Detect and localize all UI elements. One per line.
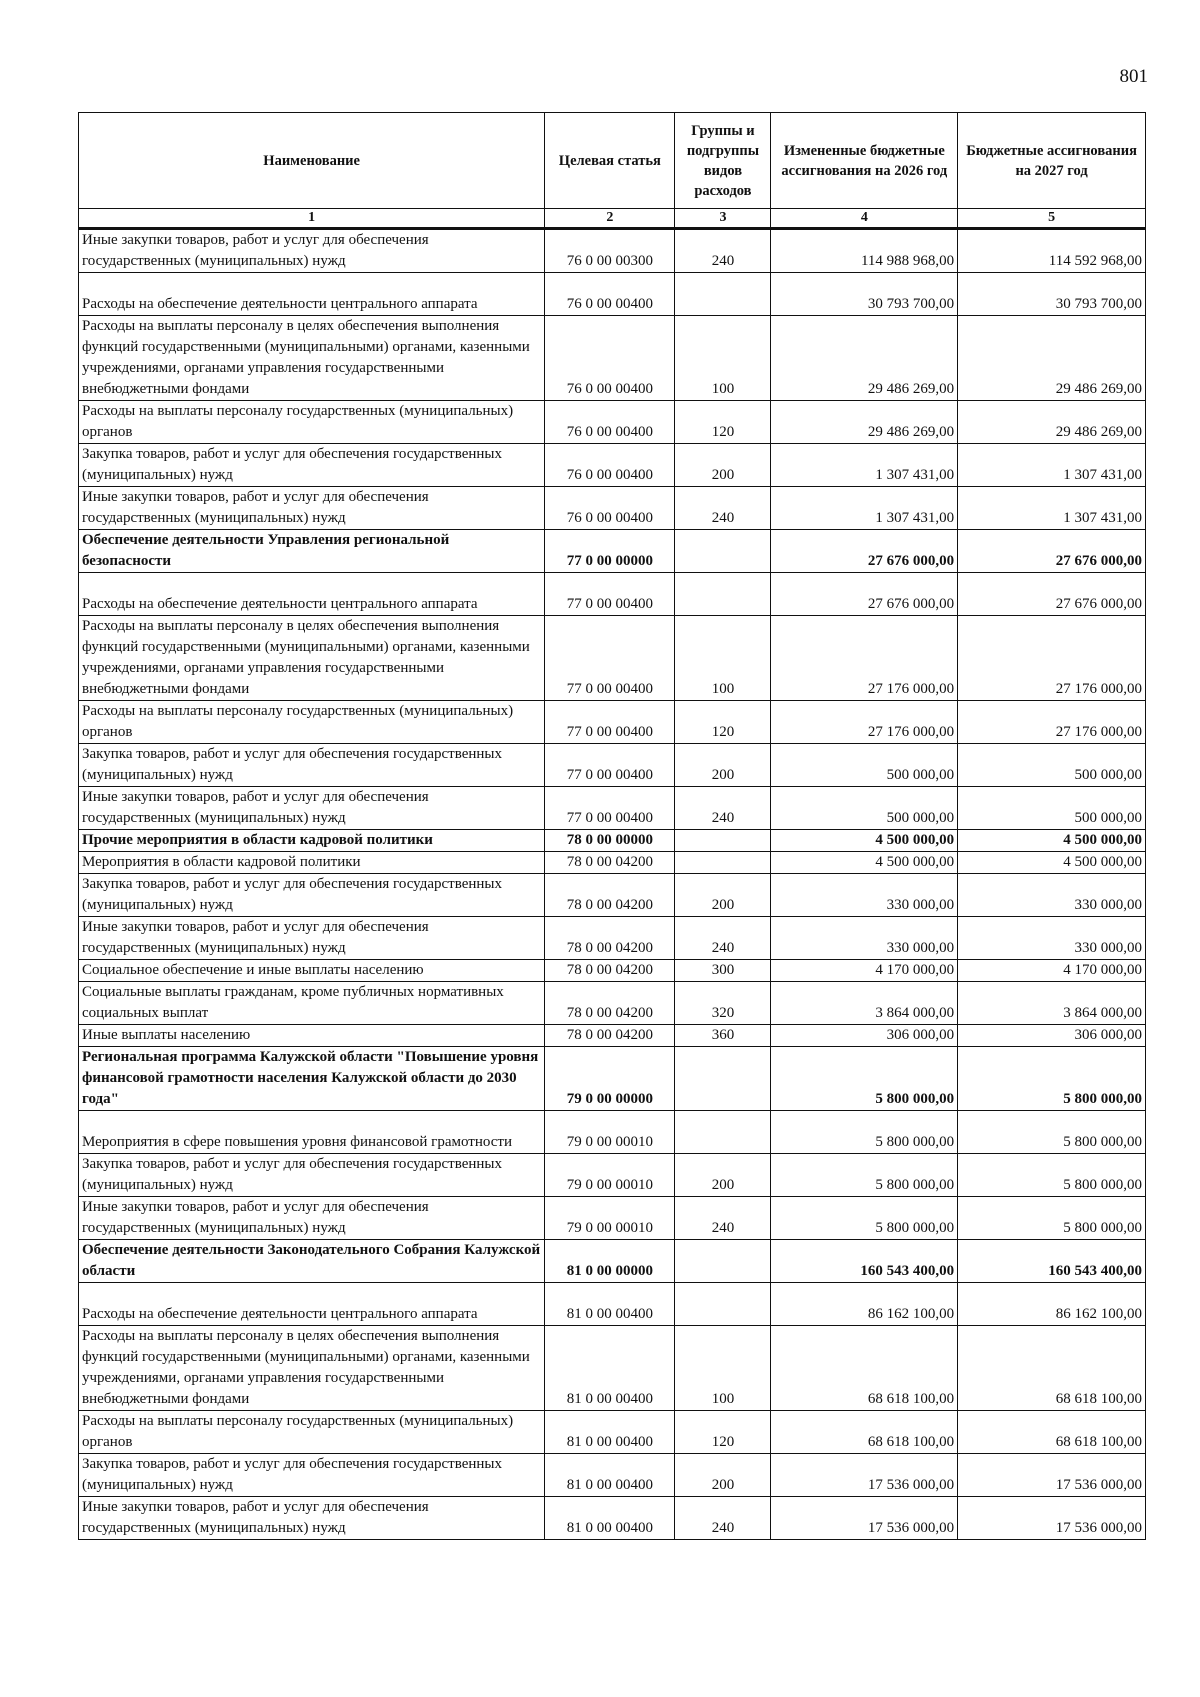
row-amount-2027: 29 486 269,00 xyxy=(958,316,1146,401)
row-amount-2027: 30 793 700,00 xyxy=(958,273,1146,316)
row-name: Закупка товаров, работ и услуг для обеспечения государственных (муниципальных) нужд xyxy=(79,744,545,787)
row-amount-2026: 500 000,00 xyxy=(771,787,958,830)
row-name: Расходы на выплаты персоналу в целях обеспечения выполнения функций государственными (муниципальными) органами, казенными учреждениями, органами управления государственными внебюджетными фондами xyxy=(79,616,545,701)
row-amount-2026: 30 793 700,00 xyxy=(771,273,958,316)
row-amount-2026: 114 988 968,00 xyxy=(771,229,958,273)
header-group: Группы и подгруппы видов расходов xyxy=(675,113,771,209)
table-row xyxy=(79,487,1146,530)
table-row xyxy=(79,1497,1146,1540)
row-expense-group: 200 xyxy=(675,874,771,917)
row-amount-2027: 17 536 000,00 xyxy=(958,1497,1146,1540)
row-amount-2026: 330 000,00 xyxy=(771,874,958,917)
table-row xyxy=(79,616,1146,701)
row-expense-group xyxy=(675,1283,771,1326)
row-amount-2027: 5 800 000,00 xyxy=(958,1111,1146,1154)
table-row xyxy=(79,1154,1146,1197)
row-expense-group xyxy=(675,830,771,852)
row-amount-2026: 3 864 000,00 xyxy=(771,982,958,1025)
row-amount-2027: 330 000,00 xyxy=(958,874,1146,917)
row-name: Социальные выплаты гражданам, кроме публичных нормативных социальных выплат xyxy=(79,982,545,1025)
row-amount-2026: 160 543 400,00 xyxy=(771,1240,958,1283)
row-amount-2026: 5 800 000,00 xyxy=(771,1111,958,1154)
row-expense-group: 120 xyxy=(675,1411,771,1454)
row-amount-2026: 29 486 269,00 xyxy=(771,316,958,401)
row-name: Расходы на выплаты персоналу государственных (муниципальных) органов xyxy=(79,401,545,444)
table-row xyxy=(79,444,1146,487)
row-expense-group: 200 xyxy=(675,1154,771,1197)
row-amount-2027: 160 543 400,00 xyxy=(958,1240,1146,1283)
row-expense-group xyxy=(675,573,771,616)
row-target-code: 77 0 00 00400 xyxy=(545,701,675,744)
row-name: Мероприятия в сфере повышения уровня финансовой грамотности xyxy=(79,1111,545,1154)
table-row xyxy=(79,701,1146,744)
row-expense-group: 120 xyxy=(675,701,771,744)
row-expense-group xyxy=(675,852,771,874)
row-expense-group xyxy=(675,530,771,573)
row-amount-2026: 5 800 000,00 xyxy=(771,1047,958,1111)
row-target-code: 78 0 00 04200 xyxy=(545,960,675,982)
row-amount-2027: 330 000,00 xyxy=(958,917,1146,960)
row-target-code: 77 0 00 00400 xyxy=(545,744,675,787)
column-number: 2 xyxy=(545,209,675,229)
row-amount-2027: 4 500 000,00 xyxy=(958,830,1146,852)
row-amount-2027: 86 162 100,00 xyxy=(958,1283,1146,1326)
header-name: Наименование xyxy=(79,113,545,209)
row-expense-group: 200 xyxy=(675,444,771,487)
row-target-code: 81 0 00 00400 xyxy=(545,1283,675,1326)
row-name: Закупка товаров, работ и услуг для обеспечения государственных (муниципальных) нужд xyxy=(79,874,545,917)
row-amount-2026: 17 536 000,00 xyxy=(771,1454,958,1497)
row-expense-group: 100 xyxy=(675,616,771,701)
row-amount-2027: 306 000,00 xyxy=(958,1025,1146,1047)
row-target-code: 76 0 00 00400 xyxy=(545,273,675,316)
row-amount-2026: 4 170 000,00 xyxy=(771,960,958,982)
row-expense-group: 240 xyxy=(675,917,771,960)
row-expense-group: 200 xyxy=(675,744,771,787)
row-amount-2026: 27 676 000,00 xyxy=(771,573,958,616)
row-amount-2026: 4 500 000,00 xyxy=(771,852,958,874)
row-expense-group: 240 xyxy=(675,1497,771,1540)
row-amount-2027: 27 176 000,00 xyxy=(958,701,1146,744)
row-amount-2026: 4 500 000,00 xyxy=(771,830,958,852)
row-amount-2027: 4 500 000,00 xyxy=(958,852,1146,874)
row-amount-2027: 27 176 000,00 xyxy=(958,616,1146,701)
row-amount-2027: 29 486 269,00 xyxy=(958,401,1146,444)
row-target-code: 81 0 00 00400 xyxy=(545,1411,675,1454)
row-name: Расходы на обеспечение деятельности центрального аппарата xyxy=(79,273,545,316)
row-name: Мероприятия в области кадровой политики xyxy=(79,852,545,874)
row-target-code: 78 0 00 00000 xyxy=(545,830,675,852)
row-expense-group xyxy=(675,1240,771,1283)
table-row xyxy=(79,852,1146,874)
table-row xyxy=(79,1326,1146,1411)
row-expense-group: 360 xyxy=(675,1025,771,1047)
row-name: Иные закупки товаров, работ и услуг для обеспечения государственных (муниципальных) нужд xyxy=(79,917,545,960)
row-expense-group xyxy=(675,273,771,316)
row-name: Иные закупки товаров, работ и услуг для обеспечения государственных (муниципальных) нужд xyxy=(79,229,545,273)
row-target-code: 81 0 00 00400 xyxy=(545,1326,675,1411)
table-row xyxy=(79,1047,1146,1111)
page-number: 801 xyxy=(1119,66,1148,87)
row-name: Расходы на выплаты персоналу в целях обеспечения выполнения функций государственными (муниципальными) органами, казенными учреждениями, органами управления государственными внебюджетными фондами xyxy=(79,1326,545,1411)
row-amount-2027: 68 618 100,00 xyxy=(958,1326,1146,1411)
row-expense-group xyxy=(675,1111,771,1154)
column-number: 4 xyxy=(771,209,958,229)
row-amount-2027: 27 676 000,00 xyxy=(958,573,1146,616)
row-name: Расходы на выплаты персоналу государственных (муниципальных) органов xyxy=(79,1411,545,1454)
table-header xyxy=(79,113,1146,229)
row-name: Иные выплаты населению xyxy=(79,1025,545,1047)
table-row xyxy=(79,917,1146,960)
row-target-code: 79 0 00 00010 xyxy=(545,1154,675,1197)
table-row xyxy=(79,316,1146,401)
row-expense-group: 240 xyxy=(675,229,771,273)
row-amount-2027: 1 307 431,00 xyxy=(958,444,1146,487)
table-row xyxy=(79,960,1146,982)
row-name: Расходы на выплаты персоналу государственных (муниципальных) органов xyxy=(79,701,545,744)
table-row xyxy=(79,1197,1146,1240)
table-row xyxy=(79,1240,1146,1283)
row-name: Закупка товаров, работ и услуг для обеспечения государственных (муниципальных) нужд xyxy=(79,1454,545,1497)
row-amount-2026: 27 676 000,00 xyxy=(771,530,958,573)
table-row xyxy=(79,530,1146,573)
row-name: Закупка товаров, работ и услуг для обеспечения государственных (муниципальных) нужд xyxy=(79,1154,545,1197)
row-target-code: 79 0 00 00000 xyxy=(545,1047,675,1111)
row-name: Иные закупки товаров, работ и услуг для обеспечения государственных (муниципальных) нужд xyxy=(79,1497,545,1540)
table-row xyxy=(79,229,1146,273)
row-expense-group: 100 xyxy=(675,316,771,401)
row-target-code: 76 0 00 00300 xyxy=(545,229,675,273)
row-amount-2027: 500 000,00 xyxy=(958,744,1146,787)
row-name: Иные закупки товаров, работ и услуг для обеспечения государственных (муниципальных) нужд xyxy=(79,787,545,830)
row-amount-2026: 29 486 269,00 xyxy=(771,401,958,444)
row-target-code: 76 0 00 00400 xyxy=(545,444,675,487)
row-amount-2027: 5 800 000,00 xyxy=(958,1047,1146,1111)
row-target-code: 76 0 00 00400 xyxy=(545,316,675,401)
row-expense-group xyxy=(675,1047,771,1111)
header-amount-2026: Измененные бюджетные ассигнования на 2026 год xyxy=(771,113,958,209)
row-expense-group: 240 xyxy=(675,787,771,830)
table-row xyxy=(79,830,1146,852)
row-name: Иные закупки товаров, работ и услуг для обеспечения государственных (муниципальных) нужд xyxy=(79,1197,545,1240)
row-amount-2026: 86 162 100,00 xyxy=(771,1283,958,1326)
row-amount-2026: 68 618 100,00 xyxy=(771,1411,958,1454)
table-row xyxy=(79,401,1146,444)
row-target-code: 77 0 00 00400 xyxy=(545,616,675,701)
table-row xyxy=(79,1283,1146,1326)
row-amount-2027: 500 000,00 xyxy=(958,787,1146,830)
table-row xyxy=(79,273,1146,316)
row-expense-group: 240 xyxy=(675,487,771,530)
row-amount-2026: 68 618 100,00 xyxy=(771,1326,958,1411)
row-name: Расходы на обеспечение деятельности центрального аппарата xyxy=(79,573,545,616)
row-target-code: 78 0 00 04200 xyxy=(545,982,675,1025)
row-amount-2027: 27 676 000,00 xyxy=(958,530,1146,573)
row-amount-2027: 1 307 431,00 xyxy=(958,487,1146,530)
row-amount-2027: 17 536 000,00 xyxy=(958,1454,1146,1497)
row-amount-2026: 5 800 000,00 xyxy=(771,1154,958,1197)
row-amount-2026: 5 800 000,00 xyxy=(771,1197,958,1240)
row-amount-2026: 306 000,00 xyxy=(771,1025,958,1047)
column-number: 5 xyxy=(958,209,1146,229)
header-amount-2027: Бюджетные ассигнования на 2027 год xyxy=(958,113,1146,209)
row-target-code: 77 0 00 00400 xyxy=(545,573,675,616)
row-target-code: 79 0 00 00010 xyxy=(545,1197,675,1240)
column-number: 3 xyxy=(675,209,771,229)
table-row xyxy=(79,573,1146,616)
row-name: Иные закупки товаров, работ и услуг для обеспечения государственных (муниципальных) нужд xyxy=(79,487,545,530)
row-target-code: 77 0 00 00400 xyxy=(545,787,675,830)
row-amount-2026: 500 000,00 xyxy=(771,744,958,787)
row-amount-2026: 1 307 431,00 xyxy=(771,444,958,487)
row-expense-group: 240 xyxy=(675,1197,771,1240)
row-amount-2027: 114 592 968,00 xyxy=(958,229,1146,273)
row-expense-group: 320 xyxy=(675,982,771,1025)
row-target-code: 78 0 00 04200 xyxy=(545,852,675,874)
row-expense-group: 300 xyxy=(675,960,771,982)
row-target-code: 78 0 00 04200 xyxy=(545,1025,675,1047)
table-row xyxy=(79,744,1146,787)
table-row xyxy=(79,1454,1146,1497)
row-target-code: 81 0 00 00000 xyxy=(545,1240,675,1283)
row-expense-group: 100 xyxy=(675,1326,771,1411)
table-row xyxy=(79,1111,1146,1154)
table-row xyxy=(79,787,1146,830)
row-target-code: 76 0 00 00400 xyxy=(545,487,675,530)
row-name: Обеспечение деятельности Законодательного Собрания Калужской области xyxy=(79,1240,545,1283)
budget-table xyxy=(78,112,1146,1540)
row-amount-2027: 3 864 000,00 xyxy=(958,982,1146,1025)
column-number: 1 xyxy=(79,209,545,229)
row-amount-2026: 330 000,00 xyxy=(771,917,958,960)
row-expense-group: 200 xyxy=(675,1454,771,1497)
table-row xyxy=(79,1025,1146,1047)
row-expense-group: 120 xyxy=(675,401,771,444)
row-target-code: 78 0 00 04200 xyxy=(545,874,675,917)
row-amount-2027: 4 170 000,00 xyxy=(958,960,1146,982)
row-name: Прочие мероприятия в области кадровой политики xyxy=(79,830,545,852)
row-amount-2026: 27 176 000,00 xyxy=(771,616,958,701)
row-target-code: 78 0 00 04200 xyxy=(545,917,675,960)
row-name: Социальное обеспечение и иные выплаты населению xyxy=(79,960,545,982)
row-name: Расходы на обеспечение деятельности центрального аппарата xyxy=(79,1283,545,1326)
row-name: Обеспечение деятельности Управления региональной безопасности xyxy=(79,530,545,573)
table-row xyxy=(79,982,1146,1025)
header-target: Целевая статья xyxy=(545,113,675,209)
row-amount-2027: 68 618 100,00 xyxy=(958,1411,1146,1454)
row-amount-2027: 5 800 000,00 xyxy=(958,1154,1146,1197)
row-amount-2027: 5 800 000,00 xyxy=(958,1197,1146,1240)
row-name: Расходы на выплаты персоналу в целях обеспечения выполнения функций государственными (муниципальными) органами, казенными учреждениями, органами управления государственными внебюджетными фондами xyxy=(79,316,545,401)
row-amount-2026: 1 307 431,00 xyxy=(771,487,958,530)
row-target-code: 76 0 00 00400 xyxy=(545,401,675,444)
row-name: Региональная программа Калужской области "Повышение уровня финансовой грамотности населения Калужской области до 2030 года" xyxy=(79,1047,545,1111)
row-name: Закупка товаров, работ и услуг для обеспечения государственных (муниципальных) нужд xyxy=(79,444,545,487)
row-target-code: 77 0 00 00000 xyxy=(545,530,675,573)
row-target-code: 79 0 00 00010 xyxy=(545,1111,675,1154)
row-amount-2026: 27 176 000,00 xyxy=(771,701,958,744)
row-target-code: 81 0 00 00400 xyxy=(545,1454,675,1497)
table-row xyxy=(79,1411,1146,1454)
table-body xyxy=(79,229,1146,1540)
table-row xyxy=(79,874,1146,917)
row-amount-2026: 17 536 000,00 xyxy=(771,1497,958,1540)
row-target-code: 81 0 00 00400 xyxy=(545,1497,675,1540)
